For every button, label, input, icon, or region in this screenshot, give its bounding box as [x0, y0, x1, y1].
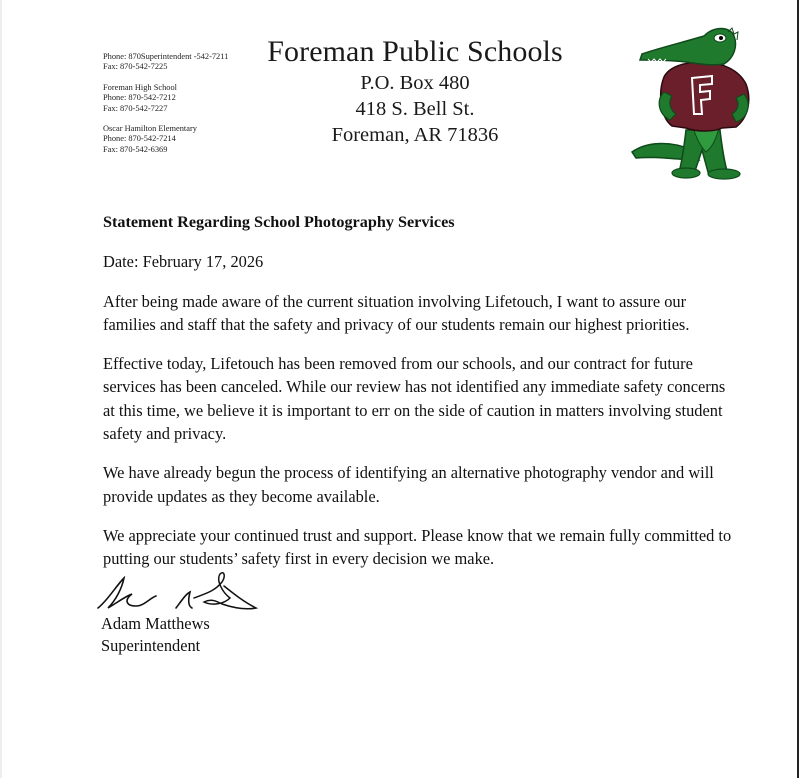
alligator-mascot-icon [624, 22, 784, 187]
signatory-name: Adam Matthews [101, 614, 210, 633]
po-box: P.O. Box 480 [360, 72, 470, 94]
high-school-phone: Phone: 870-542-7212 [103, 93, 176, 103]
paragraph-3: We have already begun the process of identifying an alternative photography vendor and will provide updates as they become available. [103, 463, 714, 506]
elementary-name: Oscar Hamilton Elementary [103, 124, 197, 134]
signatory [101, 613, 210, 657]
page-left-edge [0, 0, 2, 778]
letter-body [103, 211, 733, 587]
letterhead [250, 34, 580, 148]
superintendent-fax: Fax: 870-542-7225 [103, 62, 168, 72]
elementary-contact [103, 124, 228, 155]
superintendent-phone: Phone: 870Superintendent -542-7211 [103, 52, 229, 61]
elementary-phone: Phone: 870-542-7214 [103, 134, 176, 144]
letter-date: Date: February 17, 2026 [103, 252, 264, 272]
paragraph-1: After being made aware of the current situation involving Lifetouch, I want to assure our families and staff that the safety and privacy of our students remain our highest priorities. [103, 291, 690, 334]
paragraph-2: Effective today, Lifetouch has been removed from our schools, and our contract for future services has been canceled. While our review has not identified any immediate safety concerns at this time, we believe it is important to err on the side of caution in matters involving student safety and privacy. [103, 354, 726, 444]
contact-directory [103, 52, 228, 165]
paragraph-4: We appreciate your continued trust and support. Please know that we remain fully committed to putting our students’ safety first in every decision we make. [103, 525, 732, 569]
organization-name: Foreman Public Schools [267, 35, 563, 68]
superintendent-contact [103, 52, 228, 73]
high-school-fax: Fax: 870-542-7227 [103, 103, 168, 113]
city-state-zip: Foreman, AR 71836 [331, 124, 499, 146]
elementary-fax: Fax: 870-542-6369 [103, 144, 168, 154]
high-school-contact [103, 83, 228, 114]
signatory-role: Superintendent [101, 636, 201, 655]
letter-title: Statement Regarding School Photography Services [103, 213, 455, 231]
handwritten-signature-icon [94, 568, 264, 616]
high-school-name: Foreman High School [103, 82, 177, 92]
street-address: 418 S. Bell St. [355, 98, 475, 120]
